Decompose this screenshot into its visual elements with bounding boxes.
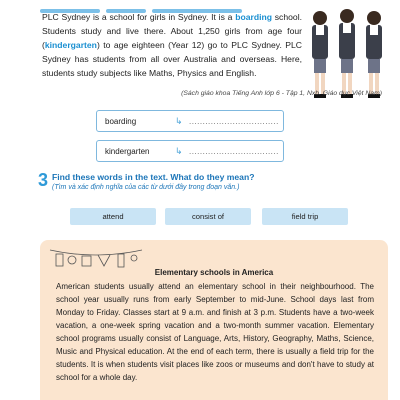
word-chip-field-trip: field trip (262, 208, 348, 225)
exercise-number: 3 (38, 170, 49, 190)
vocab-row-kindergarten (96, 140, 284, 162)
return-arrow-icon: ↳ (175, 115, 183, 126)
vocab-row-boarding (96, 110, 284, 132)
answer-blank[interactable]: ................................. (189, 116, 279, 126)
intro-text-1: PLC Sydney is a school for girls in Sydney. It is a (42, 12, 236, 22)
top-decoration-strip (40, 0, 290, 4)
schoolgirls-illustration (302, 4, 392, 100)
intro-text-2: school. Students study and live there. About 1,250 girls from age four ( (42, 12, 302, 50)
word-chip-attend: attend (70, 208, 156, 225)
intro-paragraph (42, 10, 302, 80)
highlight-word-kindergarten: kindergarten (44, 40, 97, 50)
highlight-word-boarding: boarding (235, 12, 272, 22)
intro-text-3: ) to age eighteen (Year 12) go to PLC Sydney. PLC Sydney has students from all over Australia and overseas. Here, students study subjects like Maths, Physics and English. (42, 40, 302, 78)
vocab-word: kindergarten (105, 146, 150, 156)
exercise-title: Find these words in the text. What do they mean? (52, 172, 255, 182)
exercise-subtitle: (Tìm và xác định nghĩa của các từ dưới đây trong đoạn văn.) (52, 184, 240, 191)
reading-title: Elementary schools in America (154, 268, 274, 277)
vocab-word: boarding (105, 116, 137, 126)
reading-body: American students usually attend an elementary school in their neighbourhood. The school year usually runs from early September to mid-June. School days last from Monday to Friday. Classes start at 9 a.m. and finish at 3 p.m. Students have a two-week vacation, a one-week spring vacation and a two-month summer vacation. Elementary school programs usually consist of Language, Arts, History, Geography, Maths, Science, Music and Physical education. At the end of each term, there is usually a field trip for the students. It is when students visit places like zoos or museums and don't have to study at school for a whole day. (56, 282, 374, 382)
source-citation: (Sách giáo khoa Tiếng Anh lớp 6 - Tập 1, Nxb. Giáo dục Việt Nam) (181, 90, 382, 97)
answer-blank[interactable]: ................................. (189, 146, 279, 156)
return-arrow-icon: ↳ (175, 145, 183, 156)
word-chip-consist-of: consist of (165, 208, 251, 225)
